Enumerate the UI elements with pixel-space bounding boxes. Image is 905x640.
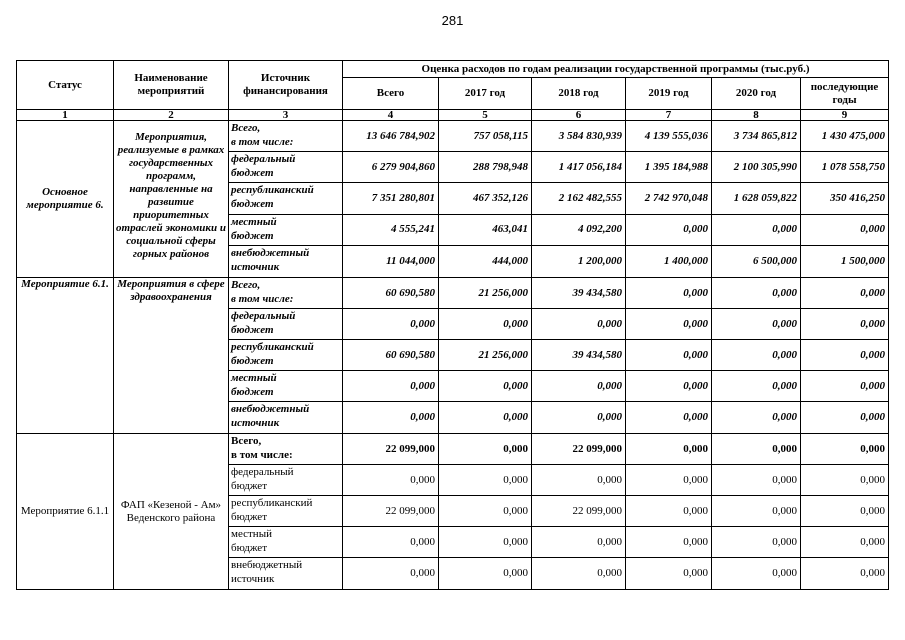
source-local-line2: бюджет	[231, 386, 274, 398]
name-cell: Мероприятия в сфере здравоохранения	[114, 278, 229, 434]
source-local	[229, 214, 343, 245]
name-cell: ФАП «Кезеной - Ам» Веденского района	[114, 434, 229, 590]
source-local	[229, 527, 343, 558]
value-2019: 0,000	[626, 434, 712, 465]
source-total-line2: в том числе:	[231, 293, 294, 305]
value-2018: 0,000	[532, 558, 626, 590]
source-total	[229, 434, 343, 465]
value-2017: 21 256,000	[439, 278, 532, 309]
value-2020: 2 100 305,990	[712, 152, 801, 183]
source-federal	[229, 465, 343, 496]
source-republic	[229, 340, 343, 371]
source-republic-line1: республиканский	[231, 341, 314, 353]
value-2017: 0,000	[439, 465, 532, 496]
value-total: 6 279 904,860	[343, 152, 439, 183]
status-cell: Мероприятие 6.1.	[17, 278, 114, 434]
column-number-row	[17, 110, 889, 121]
column-number: 8	[712, 110, 801, 121]
value-2017: 0,000	[439, 496, 532, 527]
value-2018: 1 417 056,184	[532, 152, 626, 183]
value-2017: 288 798,948	[439, 152, 532, 183]
source-republic	[229, 496, 343, 527]
source-federal-line2: бюджет	[231, 480, 267, 492]
value-2019: 0,000	[626, 496, 712, 527]
value-later: 0,000	[801, 496, 889, 527]
source-federal-line1: федеральный	[231, 466, 294, 478]
value-2020: 0,000	[712, 434, 801, 465]
source-extra-line1: внебюджетный	[231, 246, 310, 259]
value-total: 22 099,000	[343, 434, 439, 465]
value-2019: 0,000	[626, 465, 712, 496]
value-later: 0,000	[801, 558, 889, 590]
value-2020: 0,000	[712, 496, 801, 527]
value-2020: 0,000	[712, 558, 801, 590]
value-2017: 0,000	[439, 309, 532, 340]
value-later: 0,000	[801, 214, 889, 245]
value-later: 0,000	[801, 371, 889, 402]
status-cell: Мероприятие 6.1.1	[17, 434, 114, 590]
source-total-line2: в том числе:	[231, 449, 293, 461]
source-total-line2: в том числе:	[231, 136, 294, 148]
value-2017: 0,000	[439, 371, 532, 402]
value-2018: 39 434,580	[532, 278, 626, 309]
table-row	[17, 121, 889, 152]
value-2018: 3 584 830,939	[532, 121, 626, 152]
source-extra	[229, 402, 343, 434]
column-number: 3	[229, 110, 343, 121]
value-2018: 0,000	[532, 402, 626, 434]
value-2020: 3 734 865,812	[712, 121, 801, 152]
source-federal-line2: бюджет	[231, 324, 274, 336]
source-federal-line2: бюджет	[231, 167, 274, 180]
value-2020: 0,000	[712, 465, 801, 496]
source-local-line1: местный	[231, 215, 277, 228]
table-row	[17, 278, 889, 309]
column-number: 7	[626, 110, 712, 121]
value-2020: 0,000	[712, 278, 801, 309]
value-2018: 39 434,580	[532, 340, 626, 371]
table-row	[17, 434, 889, 465]
value-2020: 0,000	[712, 309, 801, 340]
value-2018: 0,000	[532, 527, 626, 558]
source-extra	[229, 558, 343, 590]
value-total: 0,000	[343, 309, 439, 340]
value-2018: 2 162 482,555	[532, 183, 626, 214]
value-total: 0,000	[343, 465, 439, 496]
value-2019: 1 400,000	[626, 245, 712, 277]
value-2019: 0,000	[626, 527, 712, 558]
header-status: Статус	[17, 61, 114, 110]
source-extra-line2: источник	[231, 260, 280, 273]
value-2020: 0,000	[712, 402, 801, 434]
value-later: 0,000	[801, 465, 889, 496]
value-2019: 0,000	[626, 558, 712, 590]
value-2017: 463,041	[439, 214, 532, 245]
value-total: 0,000	[343, 371, 439, 402]
header-name: Наименование мероприятий	[114, 61, 229, 110]
source-extra-line1: внебюджетный	[231, 403, 310, 415]
value-2017: 0,000	[439, 558, 532, 590]
source-local-line2: бюджет	[231, 542, 267, 554]
value-2019: 0,000	[626, 402, 712, 434]
value-2018: 0,000	[532, 465, 626, 496]
value-2020: 0,000	[712, 340, 801, 371]
name-clip	[114, 121, 228, 277]
header-2018: 2018 год	[532, 78, 626, 110]
value-total: 0,000	[343, 402, 439, 434]
value-later: 350 416,250	[801, 183, 889, 214]
value-2019: 0,000	[626, 214, 712, 245]
name-text: Мероприятия, реализуемые в рамках государственных программ, направленные на развитие приоритетных отраслей экономики и социальной сферы горных районов	[116, 130, 226, 260]
source-total-line1: Всего,	[231, 435, 262, 447]
value-2019: 0,000	[626, 278, 712, 309]
value-2019: 0,000	[626, 371, 712, 402]
value-later: 0,000	[801, 402, 889, 434]
source-total	[229, 121, 343, 152]
source-local-line1: местный	[231, 372, 277, 384]
value-2019: 4 139 555,036	[626, 121, 712, 152]
header-2019: 2019 год	[626, 78, 712, 110]
value-total: 4 555,241	[343, 214, 439, 245]
value-later: 1 430 475,000	[801, 121, 889, 152]
header-2020: 2020 год	[712, 78, 801, 110]
column-number: 1	[17, 110, 114, 121]
source-total-line1: Всего,	[231, 279, 261, 291]
value-total: 7 351 280,801	[343, 183, 439, 214]
value-2018: 22 099,000	[532, 434, 626, 465]
value-2018: 22 099,000	[532, 496, 626, 527]
value-2020: 0,000	[712, 371, 801, 402]
value-2017: 0,000	[439, 527, 532, 558]
column-number: 9	[801, 110, 889, 121]
source-republic-line2: бюджет	[231, 355, 274, 367]
value-later: 1 078 558,750	[801, 152, 889, 183]
source-federal-line1: федеральный	[231, 153, 296, 166]
value-total: 0,000	[343, 558, 439, 590]
value-2018: 4 092,200	[532, 214, 626, 245]
page-number: 281	[441, 13, 464, 28]
source-republic-line1: республиканский	[231, 497, 313, 509]
source-federal	[229, 309, 343, 340]
value-later: 0,000	[801, 278, 889, 309]
column-number: 2	[114, 110, 229, 121]
source-local	[229, 371, 343, 402]
value-later: 0,000	[801, 309, 889, 340]
header-costs-group: Оценка расходов по годам реализации государственной программы (тыс.руб.)	[343, 61, 889, 78]
budget-table	[16, 60, 889, 590]
value-2020: 1 628 059,822	[712, 183, 801, 214]
source-local-line2: бюджет	[231, 229, 274, 242]
value-later: 0,000	[801, 434, 889, 465]
value-2020: 0,000	[712, 214, 801, 245]
value-2017: 0,000	[439, 402, 532, 434]
value-2019: 0,000	[626, 340, 712, 371]
source-extra-line2: источник	[231, 573, 275, 585]
source-total-line1: Всего,	[231, 122, 261, 134]
value-2018: 0,000	[532, 371, 626, 402]
source-federal-line1: федеральный	[231, 310, 296, 322]
value-2019: 2 742 970,048	[626, 183, 712, 214]
value-2017: 0,000	[439, 434, 532, 465]
name-cell	[114, 121, 229, 278]
source-republic-line2: бюджет	[231, 511, 267, 523]
source-federal	[229, 152, 343, 183]
status-cell: Основное мероприятие 6.	[17, 121, 114, 278]
value-2018: 0,000	[532, 309, 626, 340]
column-number: 6	[532, 110, 626, 121]
source-republic	[229, 183, 343, 214]
source-republic-line1: республиканский	[231, 184, 314, 197]
value-2017: 21 256,000	[439, 340, 532, 371]
value-later: 0,000	[801, 527, 889, 558]
value-total: 0,000	[343, 527, 439, 558]
source-extra-line1: внебюджетный	[231, 559, 303, 571]
value-total: 13 646 784,902	[343, 121, 439, 152]
source-republic-line2: бюджет	[231, 198, 274, 211]
value-later: 1 500,000	[801, 245, 889, 277]
value-total: 60 690,580	[343, 340, 439, 371]
header-total: Всего	[343, 78, 439, 110]
source-extra-line2: источник	[231, 417, 280, 429]
value-2017: 757 058,115	[439, 121, 532, 152]
value-2017: 467 352,126	[439, 183, 532, 214]
header-later-years: последующие годы	[801, 78, 889, 110]
source-extra	[229, 245, 343, 277]
value-2020: 0,000	[712, 527, 801, 558]
value-2017: 444,000	[439, 245, 532, 277]
source-total	[229, 278, 343, 309]
value-2019: 0,000	[626, 309, 712, 340]
header-2017: 2017 год	[439, 78, 532, 110]
value-total: 60 690,580	[343, 278, 439, 309]
header-source: Источник финансирования	[229, 61, 343, 110]
value-total: 22 099,000	[343, 496, 439, 527]
value-later: 0,000	[801, 340, 889, 371]
value-2019: 1 395 184,988	[626, 152, 712, 183]
column-number: 5	[439, 110, 532, 121]
value-total: 11 044,000	[343, 245, 439, 277]
column-number: 4	[343, 110, 439, 121]
value-2018: 1 200,000	[532, 245, 626, 277]
value-2020: 6 500,000	[712, 245, 801, 277]
source-local-line1: местный	[231, 528, 272, 540]
